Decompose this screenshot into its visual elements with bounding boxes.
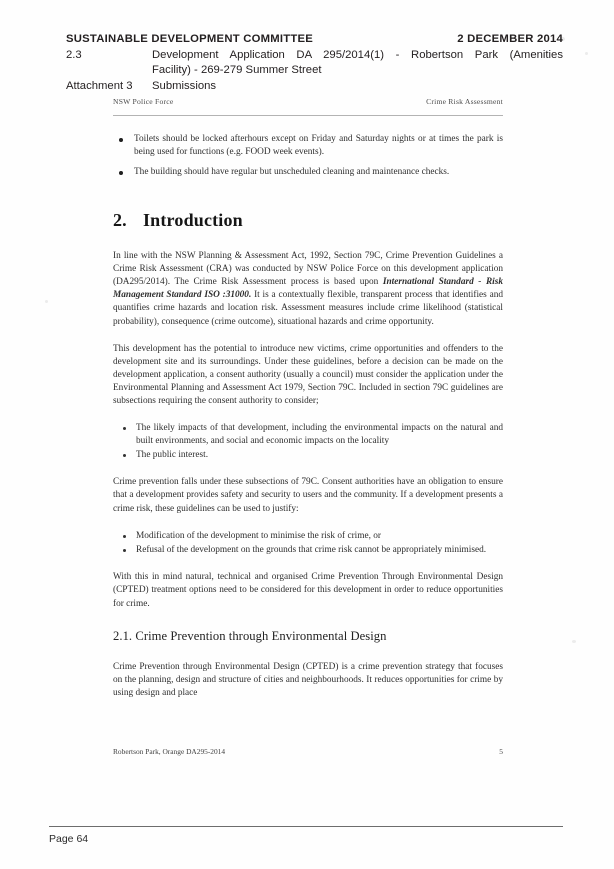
section-number: 2. — [113, 209, 127, 230]
paragraph-intro-1-part1: In line with the NSW Planning & Assessment Act, 1992, Section 79C, Crime Prevention Guidelines a Crime Risk Assessment (CRA) was conducted by NSW Police Force on this development application (DA295/2014). The Crime Risk Assessment process is based upon — [113, 250, 503, 287]
section-title: Introduction — [143, 209, 243, 230]
agenda-item-title — [152, 48, 563, 78]
attachment-value: Submissions — [152, 79, 217, 92]
list-item: Modification of the development to minimise the risk of crime, or — [113, 530, 503, 543]
document-footer — [113, 747, 503, 756]
paragraph-intro-4: With this in mind natural, technical and organised Crime Prevention Through Environmental Design (CPTED) treatment options need to be considered for this development in order to reduce opportunities for crime. — [113, 572, 503, 609]
running-header-right: Crime Risk Assessment — [426, 97, 503, 106]
list-item: Toilets should be locked afterhours except on Friday and Saturday nights or at times the park is being used for functions (e.g. FOOD week events). — [113, 133, 503, 159]
top-bullet-list — [113, 133, 503, 180]
agenda-item-row — [66, 48, 563, 78]
running-header-left: NSW Police Force — [113, 97, 174, 106]
page-number-band — [49, 826, 563, 845]
footer-left: Robertson Park, Orange DA295-2014 — [113, 747, 226, 757]
council-header-title-row — [66, 33, 563, 45]
footer-right-page: 5 — [499, 747, 503, 757]
page-band-rule — [49, 826, 563, 827]
agenda-item-title-line2: Facility) - 269-279 Summer Street — [152, 63, 322, 76]
running-header-rule — [113, 115, 503, 116]
list-item: Refusal of the development on the grounds that crime risk cannot be appropriately minimised. — [113, 544, 503, 557]
paragraph-intro-1-emphasis: International Standard - Risk Management Standard ISO :31000. — [113, 276, 503, 301]
paragraph-intro-1 — [113, 250, 503, 329]
list-item: The public interest. — [113, 449, 503, 462]
attachment-label: Attachment 3 — [66, 79, 133, 92]
document-running-header — [113, 92, 503, 106]
paragraph-cpted-1: Crime Prevention through Environmental Design (CPTED) is a crime prevention strategy that focuses on the planning, design and structure of cities and neighbourhoods. It reduces opportunities for crime by using design and place — [113, 661, 503, 699]
meeting-date: 2 DECEMBER 2014 — [457, 33, 563, 45]
paragraph-intro-2: This development has the potential to introduce new victims, crime opportunities and offenders to the development site and its surroundings. Under these guidelines, before a decision can be made on the development application, a consent authority (usually a council) must consider the application under the Environmental Planning and Assessment Act 1979, Section 79C. Included in section 79C guidelines are subsections requiring the consent authority to consider; — [113, 343, 503, 407]
paragraph-intro-1-part2: It is a contextually flexible, transparent process that identifies and quantifies crime hazards and location risk. Assessment measures include crime likelihood (statistical probability), consequence (crime outcome), situational hazards and crime opportunity. — [113, 290, 503, 327]
council-header — [66, 33, 563, 95]
consider-bullet-list — [113, 422, 503, 463]
agenda-item-number: 2.3 — [66, 49, 82, 61]
list-item: The likely impacts of that development, including the environmental impacts on the natural and built environments, and social and economic impacts on the locality — [113, 422, 503, 448]
scanned-document-content — [113, 92, 503, 756]
page-number-label: Page 64 — [49, 833, 89, 845]
section-heading-cpted: 2.1. Crime Prevention through Environmental Design — [113, 628, 387, 643]
scanned-document — [0, 92, 614, 802]
section-heading-introduction — [113, 210, 503, 231]
agenda-item-title-line1: Development Application DA 295/2014(1) - Robertson Park (Amenities — [152, 49, 563, 61]
justify-bullet-list — [113, 530, 503, 557]
list-item: The building should have regular but unscheduled cleaning and maintenance checks. — [113, 166, 503, 179]
scan-speckle — [585, 52, 588, 55]
committee-name: SUSTAINABLE DEVELOPMENT COMMITTEE — [66, 33, 313, 45]
paragraph-intro-3: Crime prevention falls under these subsections of 79C. Consent authorities have an obligation to ensure that a development provides safety and security to users and the community. If a development presents a crime risk, these guidelines can be used to justify: — [113, 477, 503, 514]
